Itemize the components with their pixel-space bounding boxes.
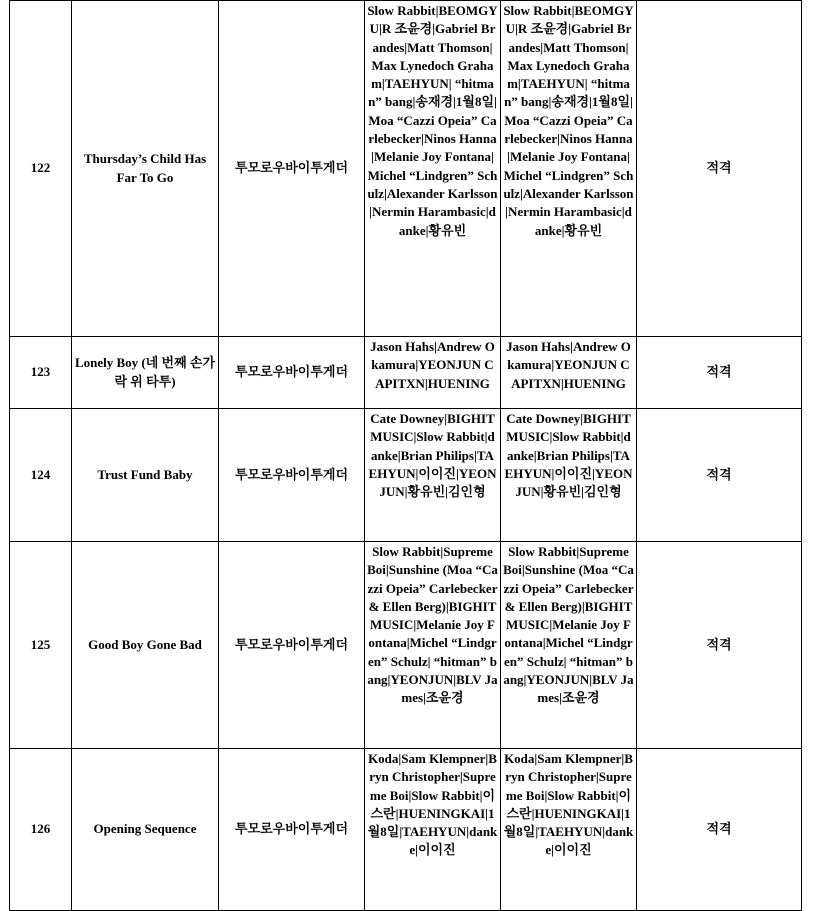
song-credits-table (9, 0, 802, 911)
row-number: 122 (10, 1, 72, 337)
song-title: Thursday’s Child Has Far To Go (72, 1, 219, 337)
status-cell: 적격 (637, 409, 802, 542)
row-number: 124 (10, 409, 72, 542)
credits-cell: Koda|Sam Klempner|Bryn Christopher|Supreme Boi|Slow Rabbit|이스란|HUENINGKAI|1월8일|TAEHYUN|danke|이이진 (365, 749, 501, 911)
row-number: 126 (10, 749, 72, 911)
credits-cell-copy: Cate Downey|BIGHIT MUSIC|Slow Rabbit|danke|Brian Philips|TAEHYUN|이이진|YEONJUN|황유빈|김인형 (501, 409, 637, 542)
artist-name: 투모로우바이투게더 (219, 542, 365, 749)
song-title: Opening Sequence (72, 749, 219, 911)
artist-name: 투모로우바이투게더 (219, 749, 365, 911)
credits-cell-copy: Koda|Sam Klempner|Bryn Christopher|Supreme Boi|Slow Rabbit|이스란|HUENINGKAI|1월8일|TAEHYUN|danke|이이진 (501, 749, 637, 911)
status-cell: 적격 (637, 1, 802, 337)
credits-cell: Jason Hahs|Andrew Okamura|YEONJUN CAPITXN|HUENING (365, 337, 501, 409)
song-title: Good Boy Gone Bad (72, 542, 219, 749)
song-title: Trust Fund Baby (72, 409, 219, 542)
status-cell: 적격 (637, 749, 802, 911)
credits-cell: Cate Downey|BIGHIT MUSIC|Slow Rabbit|danke|Brian Philips|TAEHYUN|이이진|YEONJUN|황유빈|김인형 (365, 409, 501, 542)
artist-name: 투모로우바이투게더 (219, 409, 365, 542)
table-row (10, 337, 802, 409)
table-row (10, 1, 802, 337)
credits-cell-copy: Jason Hahs|Andrew Okamura|YEONJUN CAPITXN|HUENING (501, 337, 637, 409)
credits-cell-copy: Slow Rabbit|Supreme Boi|Sunshine (Moa “Cazzi Opeia” Carlebecker & Ellen Berg)|BIGHIT MUSIC|Melanie Joy Fontana|Michel “Lindgren” Schulz| “hitman” bang|YEONJUN|BLV James|조윤경 (501, 542, 637, 749)
credits-cell: Slow Rabbit|BEOMGYU|R 조윤경|Gabriel Brandes|Matt Thomson|Max Lynedoch Graham|TAEHYUN| “hitman” bang|송재경|1월8일|Moa “Cazzi Opeia” Carlebecker|Ninos Hanna|Melanie Joy Fontana|Michel “Lindgren” Schulz|Alexander Karlsson|Nermin Harambasic|danke|황유빈 (365, 1, 501, 337)
credits-cell: Slow Rabbit|Supreme Boi|Sunshine (Moa “Cazzi Opeia” Carlebecker & Ellen Berg)|BIGHIT MUSIC|Melanie Joy Fontana|Michel “Lindgren” Schulz| “hitman” bang|YEONJUN|BLV James|조윤경 (365, 542, 501, 749)
status-cell: 적격 (637, 542, 802, 749)
artist-name: 투모로우바이투게더 (219, 337, 365, 409)
artist-name: 투모로우바이투게더 (219, 1, 365, 337)
table-row (10, 409, 802, 542)
status-cell: 적격 (637, 337, 802, 409)
song-title: Lonely Boy (네 번째 손가락 위 타투) (72, 337, 219, 409)
table-row (10, 749, 802, 911)
credits-cell-copy: Slow Rabbit|BEOMGYU|R 조윤경|Gabriel Brandes|Matt Thomson|Max Lynedoch Graham|TAEHYUN| “hitman” bang|송재경|1월8일|Moa “Cazzi Opeia” Carlebecker|Ninos Hanna|Melanie Joy Fontana|Michel “Lindgren” Schulz|Alexander Karlsson|Nermin Harambasic|danke|황유빈 (501, 1, 637, 337)
row-number: 123 (10, 337, 72, 409)
row-number: 125 (10, 542, 72, 749)
table-row (10, 542, 802, 749)
